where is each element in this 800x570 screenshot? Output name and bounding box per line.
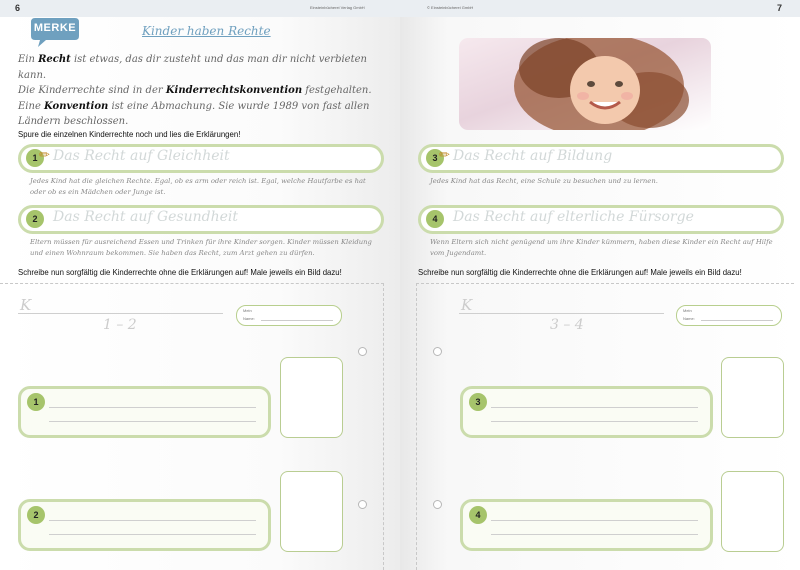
- trace-text: Das Recht auf Gleichheit: [53, 148, 230, 164]
- page-header-bar: [400, 0, 800, 17]
- punch-hole: [433, 347, 442, 356]
- merke-line: Ein Recht ist etwas, das dir zusteht und das man dir nicht verbieten kann.: [18, 54, 367, 81]
- merke-label: MERKE: [33, 22, 77, 34]
- merke-text: [18, 52, 388, 130]
- answer-box-2[interactable]: [18, 499, 271, 551]
- trace-field-right-3[interactable]: [418, 144, 784, 173]
- write-line[interactable]: [18, 313, 223, 314]
- publisher-note: © Einsteinbücherei GmbH: [427, 5, 474, 10]
- number-badge: 4: [426, 210, 444, 228]
- drawing-box-4[interactable]: [721, 471, 784, 552]
- page-number: 7: [777, 3, 783, 13]
- right-explanation: Wenn Eltern sich nicht genügend um ihre Kinder kümmern, haben diese Kinder ein Recht auf Hilfe vom Jugendamt.: [430, 238, 773, 257]
- number-badge: 2: [27, 506, 45, 524]
- merke-line: Die Kinderrechte sind in der Kinderrechtskonvention festgehalten.: [18, 85, 372, 96]
- rights-pair-label: 3 – 4: [550, 317, 584, 333]
- punch-hole: [358, 347, 367, 356]
- pencil-icon: ✏: [39, 147, 50, 162]
- girl-photo: [459, 38, 711, 130]
- merke-badge: [30, 16, 80, 46]
- rights-pair-label: 1 – 2: [103, 317, 137, 333]
- trace-instruction: Spure die einzelnen Kinderrechte noch und lies die Erklärungen!: [18, 130, 241, 139]
- trace-field-right-4[interactable]: [418, 205, 784, 234]
- drawing-box-1[interactable]: [280, 357, 343, 438]
- answer-box-1[interactable]: [18, 386, 271, 438]
- trace-text: Das Recht auf elterliche Fürsorge: [453, 209, 694, 225]
- number-badge: 1: [27, 393, 45, 411]
- right-explanation: Jedes Kind hat die gleichen Rechte. Egal, ob es arm oder reich ist. Egal, welche Hautfarbe es hat oder ob es ein Mädchen oder Junge ist.: [30, 177, 366, 196]
- trace-text: Das Recht auf Bildung: [453, 148, 613, 164]
- merke-title: Kinder haben Rechte: [142, 24, 271, 38]
- trace-field-right-2[interactable]: [18, 205, 384, 234]
- punch-hole: [358, 500, 367, 509]
- name-field[interactable]: Mein Name:: [676, 305, 782, 326]
- publisher-note: Einsteinbücherei Verlag GmbH: [310, 5, 365, 10]
- page-header-bar: [0, 0, 400, 17]
- pencil-icon: ✏: [439, 147, 450, 162]
- number-badge: 2: [26, 210, 44, 228]
- name-field[interactable]: Mein Name:: [236, 305, 342, 326]
- merke-line: Eine Konvention ist eine Abmachung. Sie wurde 1989 von fast allen: [18, 100, 370, 112]
- number-badge: 3: [469, 393, 487, 411]
- trace-field-right-1[interactable]: [18, 144, 384, 173]
- right-explanation: Eltern müssen für ausreichend Essen und Trinken für ihre Kinder sorgen. Kinder müssen Kleidung und einen Wohnraum bekommen. Sie haben das Recht, zum Arzt gehen zu dürfen.: [30, 238, 372, 257]
- write-line[interactable]: [459, 313, 664, 314]
- write-instruction: Schreibe nun sorgfältig die Kinderrechte ohne die Erklärungen auf! Male jeweils ein Bild dazu!: [418, 268, 742, 277]
- answer-box-4[interactable]: [460, 499, 713, 551]
- answer-box-3[interactable]: [460, 386, 713, 438]
- trace-letter: K: [20, 296, 32, 314]
- write-instruction: Schreibe nun sorgfältig die Kinderrechte ohne die Erklärungen auf! Male jeweils ein Bild dazu!: [18, 268, 342, 277]
- drawing-box-2[interactable]: [280, 471, 343, 552]
- number-badge: 3: [426, 149, 444, 167]
- trace-text: Das Recht auf Gesundheit: [53, 209, 239, 225]
- punch-hole: [433, 500, 442, 509]
- right-explanation: Jedes Kind hat das Recht, eine Schule zu besuchen und zu lernen.: [430, 177, 658, 185]
- right-page: [400, 0, 800, 570]
- number-badge: 4: [469, 506, 487, 524]
- page-number: 6: [15, 3, 21, 13]
- cutout-worksheet: [416, 283, 794, 570]
- number-badge: 1: [26, 149, 44, 167]
- drawing-box-3[interactable]: [721, 357, 784, 438]
- cutout-worksheet: [0, 283, 384, 570]
- photo-illustration: [459, 38, 711, 130]
- trace-letter: K: [461, 296, 473, 314]
- merke-line: Ländern beschlossen.: [18, 116, 129, 127]
